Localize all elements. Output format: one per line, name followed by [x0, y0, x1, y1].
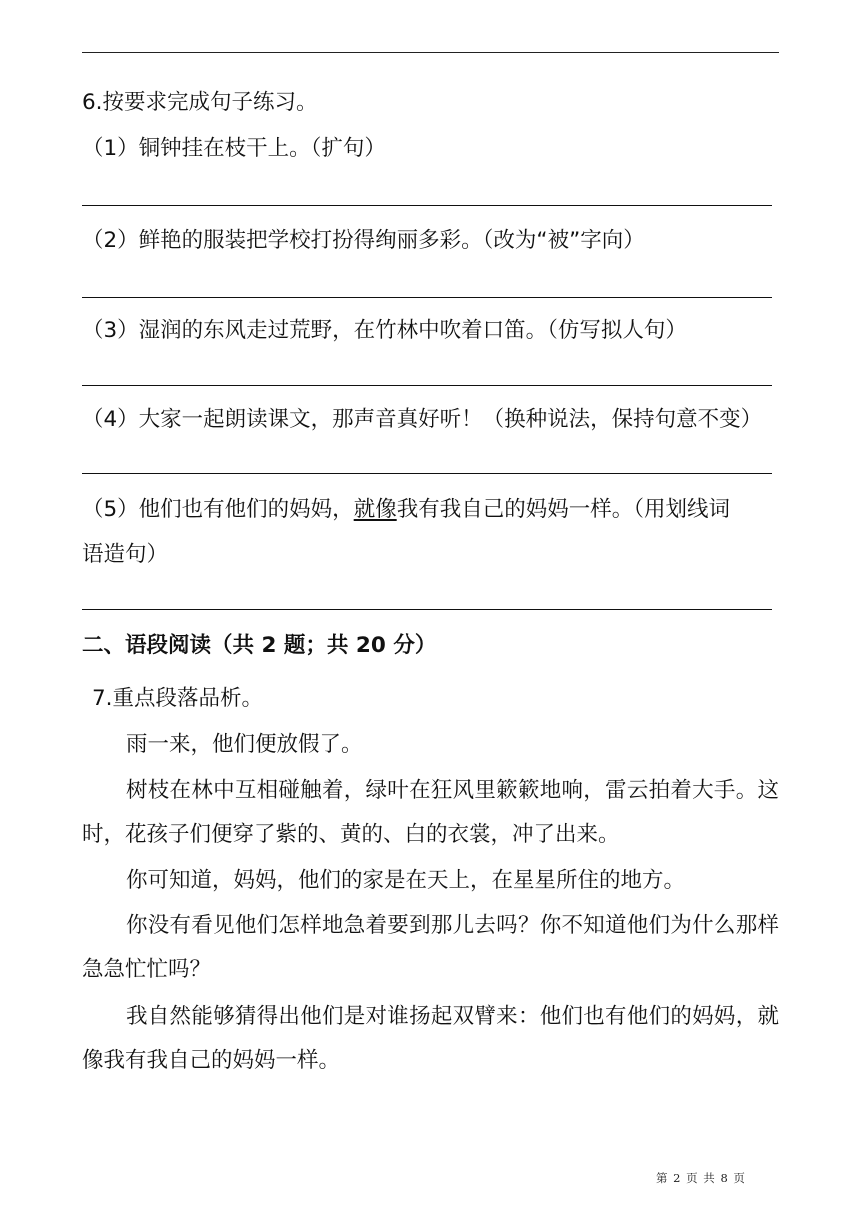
question-7-title: 7.重点段落品析。 [92, 686, 264, 711]
passage-paragraph-2: 树枝在林中互相碰触着，绿叶在狂风里簌簌地响，雷云拍着大手。这时，花孩子们便穿了紫的、黄的、白的衣裳，冲了出来。 [82, 778, 779, 847]
item-5-suffix: 我有我自己的妈妈一样。（用划线词 [396, 497, 730, 522]
passage-paragraph-3: 你可知道，妈妈，他们的家是在天上，在星星所住的地方。 [126, 868, 686, 893]
answer-line-1[interactable] [82, 205, 772, 206]
item-5-prefix: （5）他们也有他们的妈妈， [82, 497, 354, 522]
question-6-item-4: （4）大家一起朗读课文，那声音真好听！（换种说法，保持句意不变） [82, 407, 763, 432]
question-6-item-1: （1）铜钟挂在枝干上。（扩句） [82, 136, 386, 161]
answer-line-2[interactable] [82, 297, 772, 298]
question-6-item-5-line-2: 语造句） [82, 542, 169, 567]
underlined-word: 就像 [353, 497, 397, 522]
answer-line-4[interactable] [82, 473, 772, 474]
passage-paragraph-4: 你没有看见他们怎样地急着要到那儿去吗？你不知道他们为什么那样急急忙忙吗？ [82, 913, 779, 982]
answer-line-3[interactable] [82, 385, 772, 386]
header-rule [82, 52, 779, 53]
section-2-heading: 二、语段阅读（共 2 题；共 20 分） [82, 633, 437, 658]
passage-paragraph-1: 雨一来，他们便放假了。 [126, 732, 363, 757]
question-6-item-3: （3）湿润的东风走过荒野，在竹林中吹着口笛。（仿写拟人句） [82, 318, 687, 343]
question-6-item-5 [82, 488, 730, 532]
answer-line-5[interactable] [82, 609, 772, 610]
page-number: 第 2 页 共 8 页 [656, 1171, 746, 1185]
passage-paragraph-5: 我自然能够猜得出他们是对谁扬起双臂来：他们也有他们的妈妈，就像我有我自己的妈妈一样。 [82, 1004, 779, 1073]
question-6-title: 6.按要求完成句子练习。 [82, 90, 318, 115]
question-6-item-2: （2）鲜艳的服装把学校打扮得绚丽多彩。（改为“被”字向） [82, 228, 645, 253]
